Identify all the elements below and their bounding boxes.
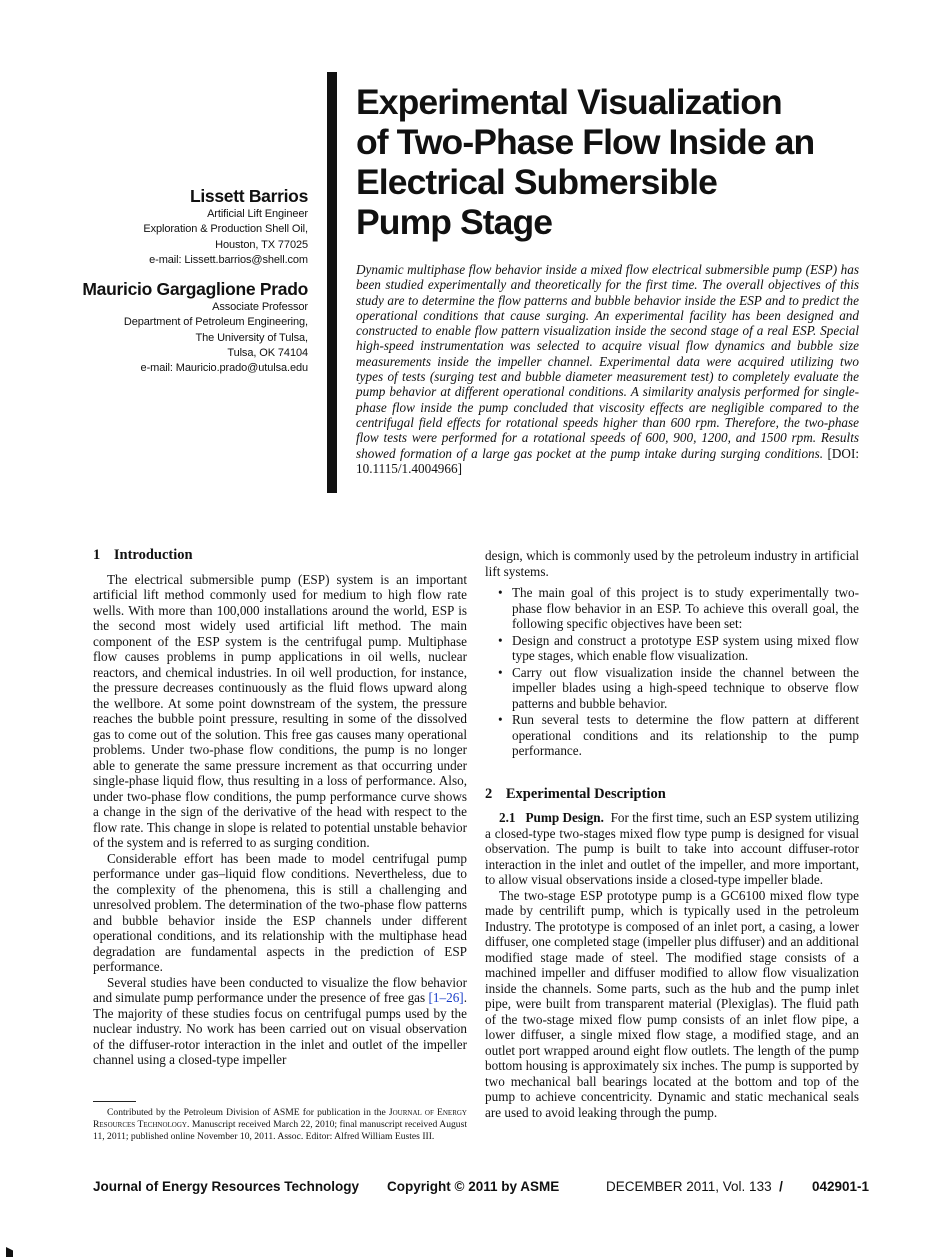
author-affiliation-line: Exploration & Production Shell Oil, — [143, 223, 308, 236]
paragraph — [485, 810, 859, 888]
author-affiliation-line: Houston, TX 77025 — [215, 238, 308, 251]
list-item-text: The main goal of this project is to study experimentally two-phase flow behavior in an ESP. To achieve this overall goal, the following specific objectives have been set: — [512, 585, 859, 631]
paragraph: The two-stage ESP prototype pump is a GC6100 mixed flow type made by centrilift pump, which is typically used in the petroleum Industry. The prototype is composed of an inlet port, a casing, a lower diffuser, one completed stage (impeller plus diffuser) and an additional modified stage made of steel. The modified stage consists of a machined impeller and diffuser modified to allow flow visualization inside the channels. Some parts, such as the hub and the pump inlet pipe, were built from transparent material (Plexiglas). The fluid path of the two-stage mixed flow pump consists of an inlet flow pipe, a lower diffuser, a single mixed flow stage, a modified stage, and an outlet port wrapped around eight flow outlets. The length of the pump bottom housing is approximately six inches. The pump is supported by two mechanical ball bearings located at the bottom and top of the pump to achieve concentricity. Dynamic and static mechanical seals are used to avoid leaking through the pump. — [485, 887, 859, 1120]
paragraph: The electrical submersible pump (ESP) system is an important artificial lift method commonly used for medium to high flow rate wells. With more than 100,000 installations around the world, ESP is the second most widely used artificial lift method. The main component of the ESP system is the centrifugal pump. Multiphase flow causes problems in pump applications in oil wells, nuclear reactors, and chemical industries. In oil well production, for instance, the pressure decreases continuously as the fluid flows upward along the wellbore. At some point downstream of the system, the pressure reaches the bubble point pressure, resulting in some of the dissolved gas to come out of the solution. This free gas causes many operational problems. Under two-phase flow conditions, the pump is no longer able to generate the same pressure increment as that occurring under single-phase liquid flow, thus resulting in a loss of performance. Also, under two-phase flow conditions, the pump performance curve shows a change in the sign of the derivative of the head with respect to the flow rate. This change in slope is related to potential unstable behavior of the system and is referred to as surging condition. — [93, 571, 467, 850]
paragraph-text: Several studies have been conducted to visualize the flow behavior and simulate pump performance under the presence of free gas — [93, 974, 467, 1005]
section-number: 1 — [93, 547, 101, 563]
list-item — [485, 665, 859, 712]
bullet-icon: • — [498, 712, 503, 727]
list-item-text: Run several tests to determine the flow pattern at different operational conditions and its relationship to the pump performance. — [512, 712, 859, 758]
bullet-icon: • — [498, 632, 503, 648]
footer-separator: / — [779, 1179, 783, 1194]
footer-page-number: 042901-1 — [812, 1179, 870, 1194]
author-affiliation-line: Department of Petroleum Engineering, — [123, 316, 308, 329]
author-name: Mauricio Gargaglione Prado — [82, 279, 308, 300]
author-email[interactable]: e-mail: Mauricio.prado@utulsa.edu — [140, 362, 308, 375]
author-affiliation-line: Tulsa, OK 74104 — [227, 347, 308, 360]
left-column — [93, 548, 467, 1068]
subsection-number: 2.1 — [499, 810, 516, 825]
footer-journal: Journal of Energy Resources Technology — [93, 1179, 360, 1194]
subsection-title: Pump Design. — [525, 810, 604, 825]
author-affiliation-line: Associate Professor — [212, 301, 308, 314]
section-number: 2 — [485, 785, 493, 802]
footer-issue — [606, 1179, 783, 1194]
footnote-text: Contributed by the Petroleum Division of ASME for publication in the — [107, 1107, 389, 1118]
title-line: Pump Stage — [356, 202, 553, 242]
bullet-icon: • — [498, 664, 503, 680]
paragraph: design, which is commonly used by the petroleum industry in artificial lift systems. — [485, 548, 859, 579]
footnote-rule — [93, 1101, 136, 1102]
corner-mark-icon — [6, 1247, 13, 1257]
title-line: Electrical Submersible — [356, 162, 718, 202]
title-line: of Two-Phase Flow Inside an — [356, 122, 815, 162]
spacer — [60, 268, 308, 279]
footer-copyright: Copyright © 2011 by ASME — [387, 1179, 560, 1194]
list-item-text: Design and construct a prototype ESP system using mixed flow type stages, which enable flow visualization. — [512, 632, 859, 663]
section-heading — [93, 548, 467, 564]
author-block — [60, 186, 308, 377]
title-divider-bar — [327, 72, 337, 493]
section-heading — [485, 787, 859, 803]
paragraph — [93, 975, 467, 1068]
title-line: Experimental Visualization — [356, 82, 782, 122]
footer-date: DECEMBER 2011, Vol. 133 — [606, 1179, 772, 1194]
list-item — [485, 712, 859, 759]
doi-link[interactable]: [DOI: 10.1115/1.4004966] — [356, 445, 859, 476]
abstract-text: Dynamic multiphase flow behavior inside a mixed flow electrical submersible pump (ESP) has been studied experimentally and theoretically for the first time. The overall objectives of this study are to determine the flow patterns and bubble behavior inside the ESP and to predict the operational conditions that cause surging. An experimental facility has been designed and constructed to enable flow pattern visualization inside the second stage of a real ESP. Special high-speed instrumentation was selected to acquire visual flow dynamics and bubble size measurements inside the impeller channel. Experimental data were acquired utilizing two types of tests (surging test and bubble diameter measurement test) to completely evaluate the pump behavior at different operational conditions. A similarity analysis performed for single-phase flow inside the pump concluded that viscosity effects are negligible compared to the centrifugal field effects for rotational speeds higher than 600 rpm. Therefore, the two-phase flow tests were performed for a rotational speeds of 600, 900, 1200, and 1500 rpm. Results showed formation of a large gas pocket at the pump intake during surging conditions. — [356, 262, 859, 461]
paragraph-text: For the first time, such an ESP system utilizing a closed-type two-stages mixed flow type pump is designed for visual observation. The pump is built to take into account diffuser-rotor interaction in the inlet and outlet of the impeller, and more important, to allow visual observations inside a closed-type impeller blade. — [485, 810, 860, 887]
abstract — [356, 262, 859, 476]
paragraph-text: . The majority of these studies focus on centrifugal pumps used by the nuclear industry. No work has been carried out on visual observation of the diffuser-rotor interaction in the inlet and outlet of the impeller channel using a closed-type impeller — [93, 990, 467, 1067]
author-affiliation-line: The University of Tulsa, — [195, 331, 308, 344]
author-name: Lissett Barrios — [189, 186, 308, 206]
footnote-text: . Manuscript received March 22, 2010; final manuscript received August 11, 2011; published online November 10, 2011. Assoc. Editor: Alfred William Eustes III. — [93, 1118, 467, 1142]
author-affiliation-line: Artificial Lift Engineer — [207, 208, 308, 220]
section-title: Experimental Description — [505, 785, 666, 802]
journal-name: Journal of Energy Resources Technology — [93, 1107, 467, 1130]
list-item-text: Carry out flow visualization inside the channel between the impeller blades using a high-speed technique to observe flow patterns and bubble behavior. — [512, 664, 859, 711]
list-item — [485, 585, 859, 632]
author-email[interactable]: e-mail: Lissett.barrios@shell.com — [149, 253, 308, 266]
bullet-icon: • — [498, 585, 503, 600]
list-item — [485, 633, 859, 664]
footnote — [93, 1107, 467, 1142]
paper-title — [356, 82, 876, 242]
objectives-list — [485, 585, 859, 759]
right-column — [485, 548, 859, 1120]
section-title: Introduction — [113, 547, 193, 563]
paragraph: Considerable effort has been made to model centrifugal pump performance under gas–liquid flow conditions. Nevertheless, due to the complexity of the phenomena, this is still a challenging and unresolved problem. The determination of the two-phase flow patterns and bubble behavior inside the ESP channels under different operational conditions, and its relationship with the multiphase head degradation are fundamental aspects in the prediction of ESP performance. — [93, 850, 467, 974]
citation-link[interactable]: [1–26] — [428, 990, 464, 1005]
